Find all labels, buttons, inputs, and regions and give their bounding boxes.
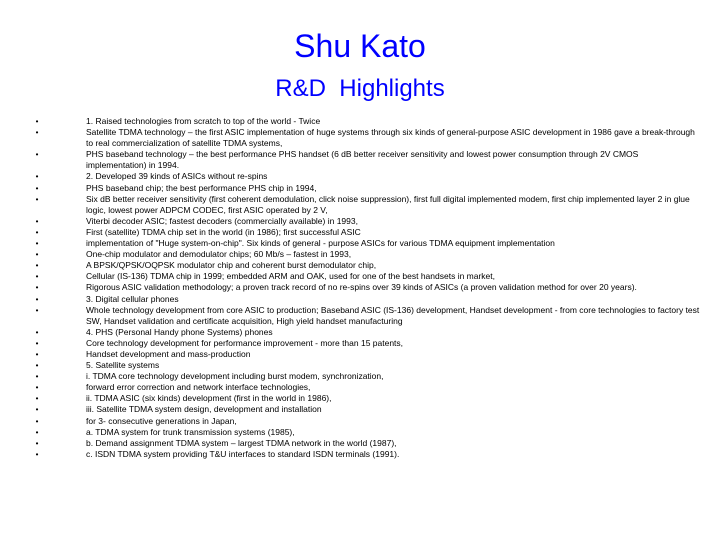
- bullet-icon: •: [35, 338, 39, 348]
- bullet-icon: •: [35, 117, 39, 126]
- list-item: [30, 338, 700, 349]
- bullet-icon: •: [35, 216, 39, 226]
- list-item-text: iii. Satellite TDMA system design, development and installation: [86, 404, 322, 415]
- list-item-text: Handset development and mass-production: [86, 348, 251, 359]
- list-item-text: implementation of "Huge system-on-chip". Six kinds of general - purpose ASICs for various TDMA equipment implementation: [86, 238, 555, 249]
- list-item-text: a. TDMA system for trunk transmission systems (1985),: [86, 426, 295, 437]
- bullet-icon: •: [35, 327, 39, 337]
- list-item-text: i. TDMA core technology development including burst modem, synchronization,: [86, 371, 384, 382]
- bullet-icon: •: [35, 194, 39, 204]
- list-item: [30, 438, 700, 449]
- list-item: [30, 249, 700, 260]
- list-item: [30, 360, 700, 371]
- list-item-text: 2. Developed 39 kinds of ASICs without re-spins: [86, 171, 268, 182]
- slide-title: Shu Kato: [294, 28, 426, 64]
- list-item-text: Satellite TDMA technology – the first ASIC implementation of huge systems through six kinds of general-purpose ASIC development in 1986 gave a break-through to real commercialization of satellite TDMA systems,: [86, 127, 695, 149]
- bullet-icon: •: [35, 283, 39, 293]
- list-item: [30, 238, 700, 249]
- bullet-icon: •: [35, 416, 39, 426]
- bullet-icon: •: [35, 261, 39, 271]
- bullet-icon: •: [35, 183, 39, 193]
- list-item: [30, 327, 700, 338]
- list-item: [30, 416, 700, 427]
- bullet-icon: •: [35, 405, 39, 415]
- list-item-text: 5. Satellite systems: [86, 360, 160, 371]
- list-item: [30, 227, 700, 238]
- list-item: [30, 382, 700, 393]
- list-item-text: 4. PHS (Personal Handy phone Systems) phones: [86, 326, 273, 337]
- bullet-icon: •: [35, 394, 39, 404]
- list-item: [30, 294, 700, 305]
- list-item-text: for 3- consecutive generations in Japan,: [86, 415, 237, 426]
- list-item-text: ii. TDMA ASIC (six kinds) development (first in the world in 1986),: [86, 393, 332, 404]
- list-item: [30, 393, 700, 404]
- list-item-text: forward error correction and network interface technologies,: [86, 382, 311, 393]
- list-item-text: Cellular (IS-136) TDMA chip in 1999; embedded ARM and OAK, used for one of the best handsets in market,: [86, 271, 496, 282]
- list-item-text: Whole technology development from core ASIC to production; Baseband ASIC (IS-136) development, Handset development - from core technologies to factory test SW, Handset validation and certificate acquisition, High yield handset manufacturing: [86, 304, 700, 326]
- bullet-icon: •: [35, 239, 39, 249]
- list-item-text: 3. Digital cellular phones: [86, 293, 179, 304]
- bullet-icon: •: [35, 250, 39, 260]
- list-item: [30, 404, 700, 415]
- list-item: [30, 116, 700, 127]
- list-item-text: 1. Raised technologies from scratch to top of the world - Twice: [86, 116, 321, 126]
- list-item: [30, 183, 700, 194]
- list-item: [30, 349, 700, 360]
- list-item-text: Six dB better receiver sensitivity (first coherent demodulation, click noise suppression), first full digital implemented modem, first chip implemented layer 2 in glue logic, lowest power ADPCM CODEC, first ASIC operated by 2 V,: [86, 193, 690, 215]
- list-item: [30, 171, 700, 182]
- list-item-text: PHS baseband chip; the best performance PHS chip in 1994,: [86, 182, 317, 193]
- bullet-icon: •: [35, 128, 39, 138]
- list-item: [30, 371, 700, 382]
- list-item: [30, 127, 700, 149]
- bullet-icon: •: [35, 349, 39, 359]
- list-item-text: Rigorous ASIC validation methodology; a proven track record of no re-spins over 39 kinds of ASICs (a proven validation method for over 20 years).: [86, 282, 637, 293]
- list-item-text: PHS baseband technology – the best performance PHS handset (6 dB better receiver sensitivity and lowest power consumption through 2V CMOS implementation) in 1994.: [86, 149, 639, 171]
- list-item: [30, 449, 700, 460]
- bullet-icon: •: [35, 272, 39, 282]
- list-item: [30, 271, 700, 282]
- bullet-icon: •: [35, 150, 39, 160]
- list-item-text: c. ISDN TDMA system providing T&U interfaces to standard ISDN terminals (1991).: [86, 448, 400, 459]
- bullet-icon: •: [35, 449, 39, 459]
- list-item: [30, 305, 700, 327]
- list-item-text: Viterbi decoder ASIC; fastest decoders (commercially available) in 1993,: [86, 215, 358, 226]
- list-item: [30, 194, 700, 216]
- bullet-icon: •: [35, 172, 39, 182]
- bullet-list: [30, 116, 700, 460]
- bullet-icon: •: [35, 227, 39, 237]
- list-item-text: Core technology development for performance improvement - more than 15 patents,: [86, 337, 404, 348]
- list-item: [30, 282, 700, 293]
- list-item: [30, 216, 700, 227]
- bullet-icon: •: [35, 372, 39, 382]
- bullet-icon: •: [35, 383, 39, 393]
- list-item: [30, 427, 700, 438]
- list-item-text: One-chip modulator and demodulator chips; 60 Mb/s – fastest in 1993,: [86, 249, 352, 260]
- slide-subtitle: R&D Highlights: [275, 75, 445, 102]
- bullet-icon: •: [35, 438, 39, 448]
- bullet-icon: •: [35, 294, 39, 304]
- bullet-icon: •: [35, 361, 39, 371]
- list-item: [30, 149, 700, 171]
- bullet-icon: •: [35, 427, 39, 437]
- list-item-text: b. Demand assignment TDMA system – largest TDMA network in the world (1987),: [86, 437, 397, 448]
- bullet-icon: •: [35, 305, 39, 315]
- list-item-text: A BPSK/QPSK/OQPSK modulator chip and coherent burst demodulator chip,: [86, 260, 377, 271]
- list-item: [30, 260, 700, 271]
- list-item-text: First (satellite) TDMA chip set in the world (in 1986); first successful ASIC: [86, 226, 361, 237]
